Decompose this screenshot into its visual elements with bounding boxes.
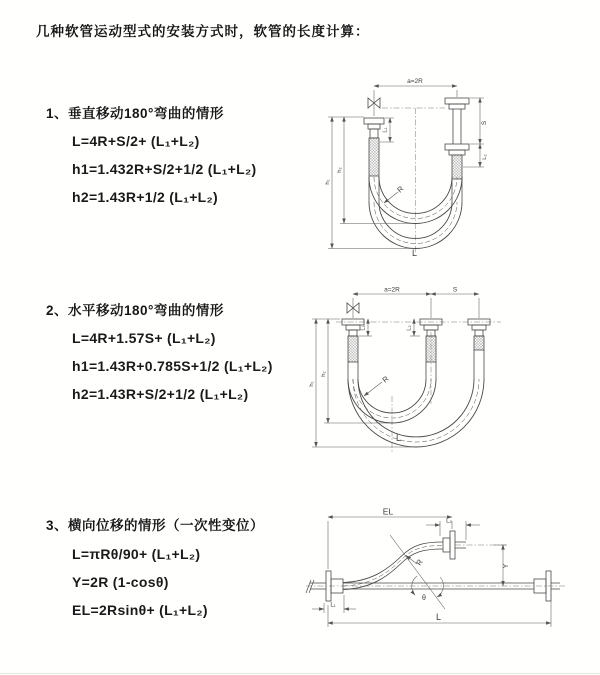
dim-label-a2r: a=2R [407, 78, 423, 85]
section-1 [46, 102, 224, 122]
diagram-horizontal-180-bend [306, 284, 591, 456]
dim-label-h2: h₂ [321, 371, 327, 377]
length-label: L [436, 612, 442, 622]
dim-label-el: EL [382, 506, 394, 517]
radius-label: R [414, 557, 425, 568]
dimension-annotations [312, 294, 479, 447]
angle-construction [390, 535, 445, 609]
section-2-heading: 2、水平移动180°弯曲的情形 [46, 303, 224, 318]
dim-label-s: S [481, 120, 488, 126]
formula-line: L=πRθ/90+ (L₁+L₂) [72, 546, 201, 562]
hose [348, 379, 484, 447]
centerlines [306, 545, 566, 586]
dim-label-h1: h₁ [309, 381, 315, 387]
section-2 [46, 299, 224, 319]
hose [343, 542, 443, 590]
radius-label: R [380, 374, 391, 385]
angle-label: θ [422, 595, 426, 602]
formula-line: L=4R+1.57S+ (L₁+L₂) [72, 330, 216, 346]
dim-label-h1: h₁ [325, 179, 331, 185]
dimension-annotations [312, 517, 551, 627]
section-1-formulas [72, 127, 257, 211]
dimension-labels [325, 78, 488, 258]
dim-label-l2: L₂ [446, 518, 452, 525]
page-bottom-edge [0, 673, 600, 674]
section-2-formulas [72, 324, 273, 408]
formula-line: h1=1.432R+S/2+1/2 (L₁+L₂) [72, 161, 257, 177]
dimension-labels [309, 287, 458, 444]
section-3 [46, 514, 264, 534]
diagram-vertical-180-bend [312, 72, 580, 258]
dim-label-l2: L₂ [482, 154, 488, 160]
formula-line: h2=1.43R+1/2 (L₁+L₂) [72, 189, 219, 205]
diagram-lateral-displacement [298, 505, 598, 647]
section-1-heading: 1、垂直移动180°弯曲的情形 [46, 106, 224, 121]
dim-label-l1: L₁ [330, 602, 336, 609]
dim-label-a2r: a=2R [384, 286, 400, 294]
dim-label-l2: L₂ [406, 325, 413, 331]
formula-line: h1=1.43R+0.785S+1/2 (L₁+L₂) [72, 358, 273, 374]
formula-line: h2=1.43R+S/2+1/2 (L₁+L₂) [72, 386, 249, 402]
pipe-break-mark [306, 580, 314, 593]
formula-line: EL=2Rsinθ+ (L₁+L₂) [72, 602, 208, 618]
dim-label-s: S [452, 286, 458, 294]
pipe-fittings [306, 531, 560, 601]
formula-line: Y=2R (1-cosθ) [72, 574, 169, 590]
formula-line: L=4R+S/2+ (L₁+L₂) [72, 133, 200, 149]
section-3-formulas [72, 540, 208, 624]
dim-label-l1: L₁ [360, 325, 367, 331]
section-3-heading: 3、横向位移的情形（一次性变位） [46, 518, 265, 533]
dim-label-h2: h₂ [337, 167, 343, 173]
length-label: L [396, 433, 402, 443]
length-label: L [412, 248, 418, 258]
page-title: 几种软管运动型式的安装方式时，软管的长度计算： [36, 24, 370, 39]
dim-label-y: Y [503, 563, 510, 569]
radius-label: R [395, 184, 406, 195]
dimension-labels [330, 507, 510, 623]
dim-label-l1: L₁ [382, 127, 389, 133]
